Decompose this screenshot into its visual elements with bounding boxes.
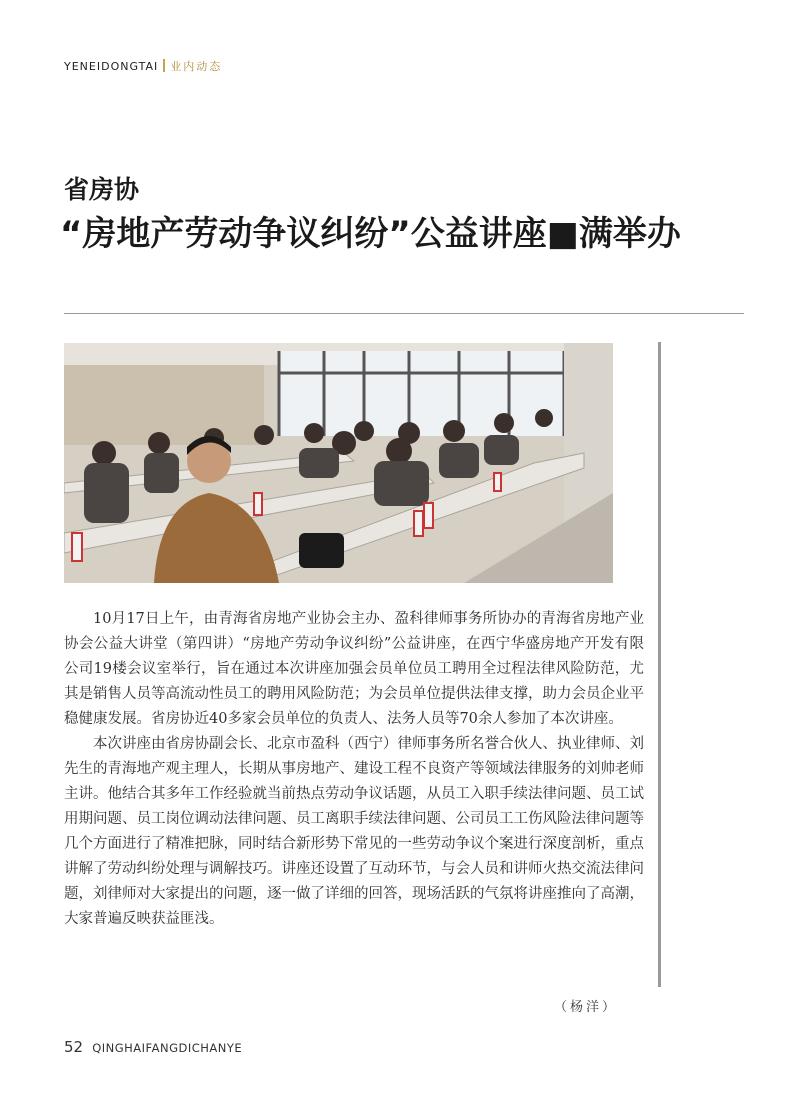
- running-header: [64, 58, 222, 74]
- article-title: “房地产劳动争议纠纷”公益讲座■满举办: [60, 214, 681, 254]
- article-paragraph-2: 本次讲座由省房协副会长、北京市盈科（西宁）律师事务所名誉合伙人、执业律师、刘先生的青海地产观主理人，长期从事房地产、建设工程不良资产等领域法律服务的刘帅老师主讲。他结合其多年工作经验就当前热点劳动争议话题，从员工入职手续法律问题、员工试用期问题、员工岗位调动法律问题、员工离职手续法律问题、公司员工工伤风险法律问题等几个方面进行了精准把脉，同时结合新形势下常见的一些劳动争议个案进行深度剖析，重点讲解了劳动纠纷处理与调解技巧。讲座还设置了互动环节，与会人员和讲师火热交流法律问题，刘律师对大家提出的问题，逐一做了详细的回答，现场活跃的气氛将讲座推向了高潮，大家普遍反映获益匪浅。: [64, 736, 644, 927]
- article-body: [64, 607, 644, 932]
- seminar-photo: [64, 343, 613, 583]
- seminar-photo-illustration: [64, 343, 613, 583]
- side-accent-bar: [658, 342, 661, 987]
- page-footer: [64, 1037, 242, 1056]
- header-separator: [163, 59, 165, 72]
- author-signature: （杨洋）: [554, 1000, 619, 1015]
- header-brand: YENEIDONGTAI: [64, 60, 159, 73]
- article-kicker: 省房协: [64, 175, 140, 204]
- page-number: 52: [64, 1038, 84, 1056]
- article-paragraph-1: 10月17日上午，由青海省房地产业协会主办、盈科律师事务所协办的青海省房地产业协会公益大讲堂（第四讲）“房地产劳动争议纠纷”公益讲座，在西宁华盛房地产开发有限公司19楼会议室举行，旨在通过本次讲座加强会员单位员工聘用全过程法律风险防范，尤其是销售人员等高流动性员工的聘用风险防范；为会员单位提供法律支撑，助力会员企业平稳健康发展。省房协近40多家会员单位的负责人、法务人员等70余人参加了本次讲座。: [64, 611, 644, 727]
- title-divider: [64, 313, 744, 314]
- header-section: 业内动态: [170, 60, 223, 73]
- magazine-name: QINGHAIFANGDICHANYE: [92, 1041, 243, 1055]
